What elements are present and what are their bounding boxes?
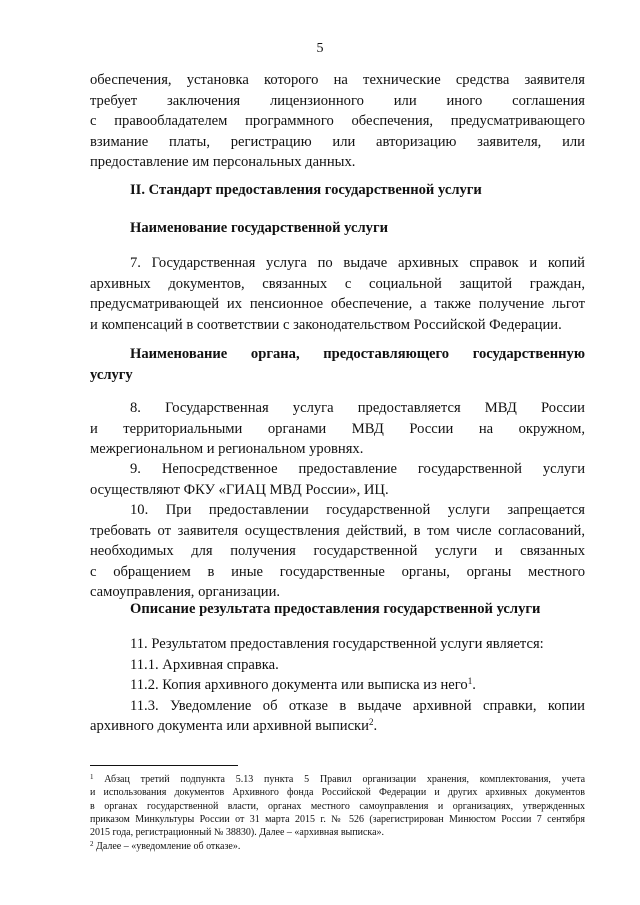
text-line: предоставление им персональных данных.	[90, 154, 356, 170]
footnote-2	[90, 840, 585, 853]
text-line: требует заключения лицензионного или иного соглашения	[90, 92, 585, 109]
section-title: II. Стандарт предоставления государственной услуги	[130, 182, 482, 198]
text-line: взимание платы, регистрацию или авторизацию заявителя, или	[90, 133, 585, 150]
text-line: 8. Государственная услуга предоставляется МВД России	[130, 400, 585, 416]
subsection-title: Описание результата предоставления государственной услуги	[130, 601, 541, 617]
intro-paragraph	[90, 70, 585, 173]
footnote-mark: 1	[90, 773, 94, 781]
text-line: 11.1. Архивная справка.	[130, 656, 279, 673]
text-line: 2015 года, регистрационный № 38830). Далее – «архивная выписка».	[90, 827, 385, 839]
text-line: и использования документов Архивного фонда Российской Федерации и других архивных документов	[90, 787, 585, 799]
text-line	[90, 773, 585, 786]
text-line: 11.2. Копия архивного документа или выписка из него$^1$.	[130, 676, 476, 693]
text-line	[90, 840, 585, 853]
text-line: архивных документов, связанных с социальной защитой граждан,	[90, 275, 585, 292]
footnote-ref: 1	[467, 676, 473, 686]
text-span: Далее – «уведомление об отказе».	[96, 841, 241, 852]
text-line: и компенсаций в соответствии с законодательством Российской Федерации.	[90, 316, 562, 333]
paragraph-10	[90, 500, 585, 603]
text-line: 11.3. Уведомление об отказе в выдаче архивной справки, копии	[130, 697, 585, 714]
footnote-mark: 2	[90, 840, 94, 848]
text-span: Абзац третий подпункта 5.13 пункта 5 Правил организации хранения, комплектования, учета	[104, 774, 586, 785]
text-line: услугу	[90, 366, 133, 383]
text-line: предусматривающей их пенсионное обеспечение, а также получение льгот	[90, 296, 585, 312]
text-line: необходимых для получения государственной услуги и связанных	[90, 543, 585, 559]
paragraph-11	[90, 634, 585, 737]
footnote-ref: 2	[368, 717, 374, 727]
text-line: самоуправления, организации.	[90, 584, 281, 600]
text-line: 7. Государственная услуга по выдаче архивных справок и копий	[130, 255, 585, 271]
paragraph-9	[90, 459, 585, 500]
text-line: обеспечения, установка которого на технические средства заявителя	[90, 72, 585, 88]
text-line: и территориальными органами МВД России на окружном,	[90, 420, 585, 437]
text-line: 11. Результатом предоставления государственной услуги является:	[130, 636, 544, 652]
text-span: архивного документа или архивной выписки	[90, 718, 369, 734]
paragraph-7	[90, 253, 585, 335]
text-line: Наименование органа, предоставляющего государственную	[130, 346, 585, 362]
text-line: 10. При предоставлении государственной услуги запрещается	[130, 502, 585, 518]
text-line: архивного документа или архивной выписки$^2$.	[90, 717, 378, 734]
text-line: приказом Минкультуры России от 31 марта 2015 г. № 526 (зарегистрирован Минюстом России 7 сентября	[90, 813, 585, 825]
subsection-title: Наименование государственной услуги	[130, 220, 388, 236]
text-line: межрегиональном и региональном уровнях.	[90, 441, 364, 457]
text-line: осуществляют ФКУ «ГИАЦ МВД России», ИЦ.	[90, 481, 389, 498]
footnote-1	[90, 773, 585, 839]
text-span: 11.2. Копия архивного документа или выписка из него	[130, 677, 468, 693]
text-line: 9. Непосредственное предоставление государственной услуги	[130, 461, 585, 477]
text-line: требовать от заявителя осуществления действий, в том числе согласований,	[90, 522, 585, 539]
page-number: 5	[316, 41, 324, 56]
text-line: в органах государственной власти, органах местного самоуправления и организациях, утвержденных	[90, 800, 585, 812]
subsection-title	[90, 344, 585, 385]
text-line: с обращением в иные государственные органы, органы местного	[90, 563, 585, 580]
paragraph-8	[90, 398, 585, 460]
footnote-separator	[90, 765, 238, 766]
text-line: с правообладателем программного обеспечения, предусматривающего	[90, 113, 585, 129]
